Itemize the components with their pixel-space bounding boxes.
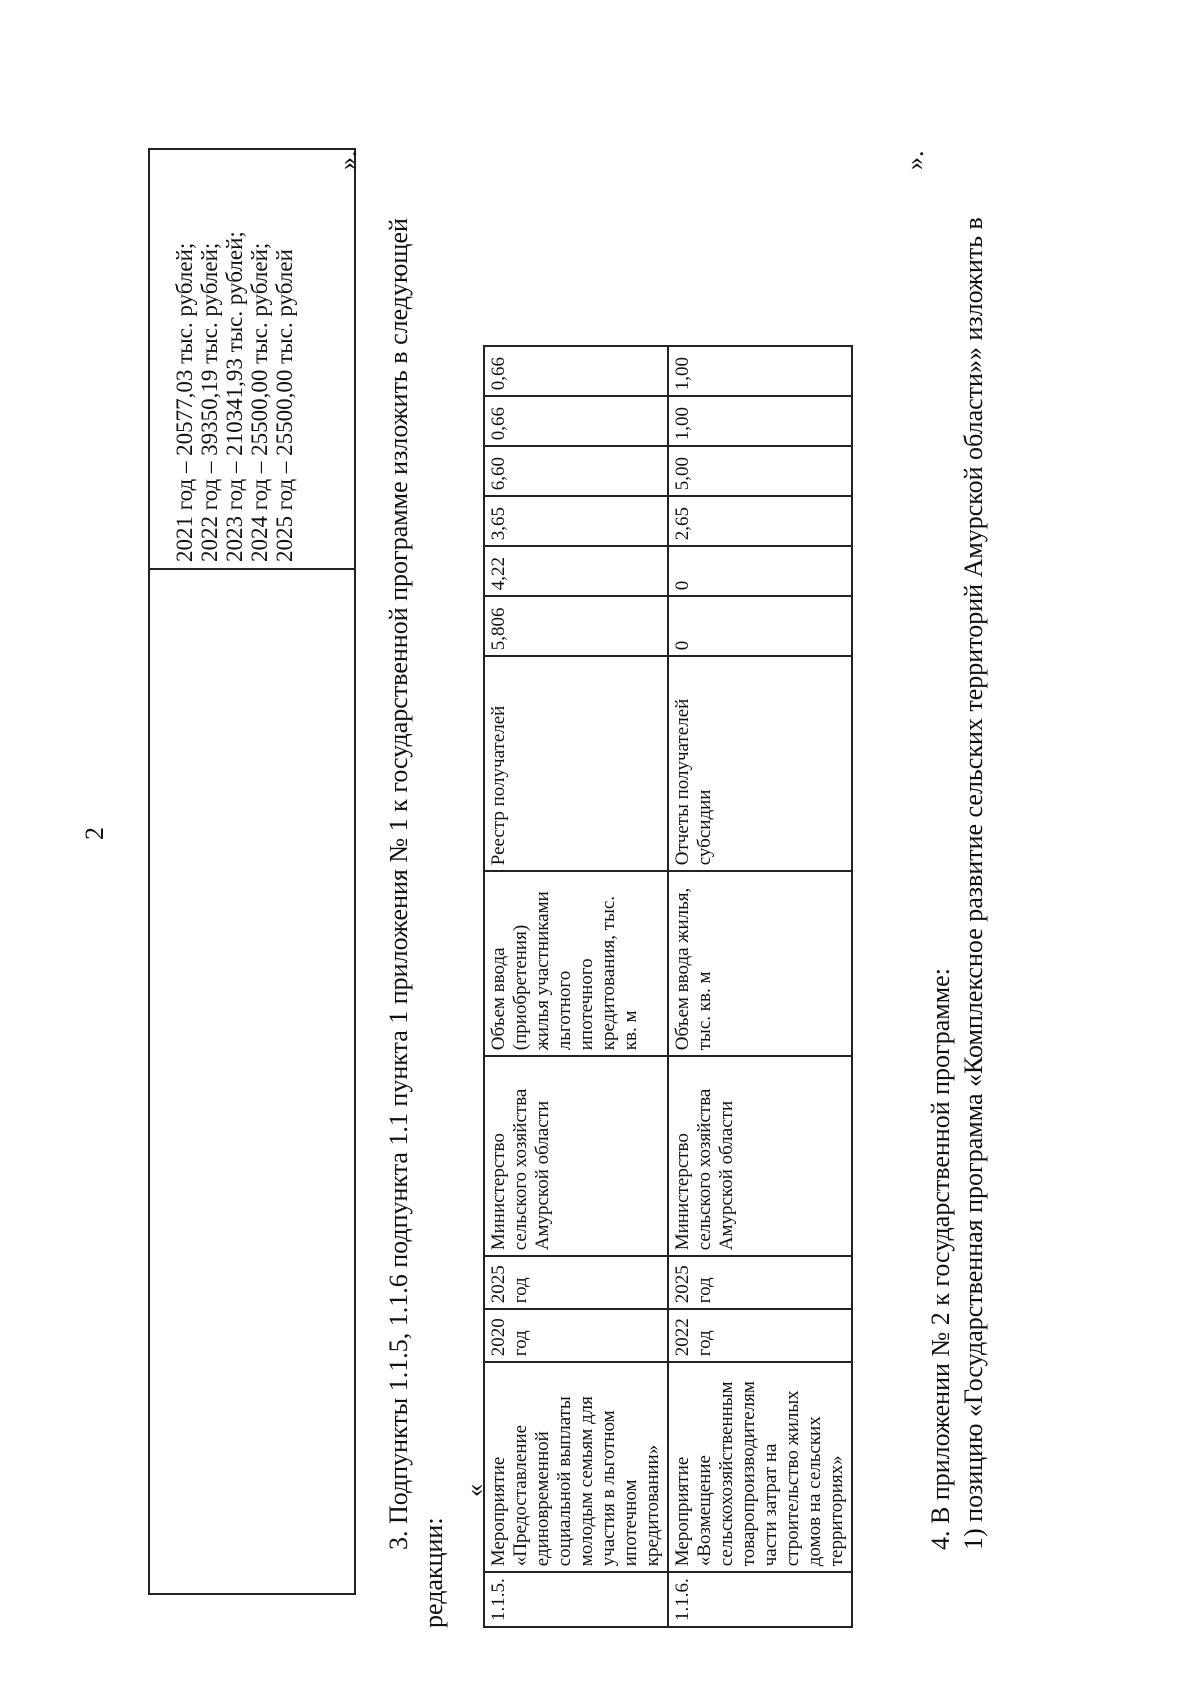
end-year: 2025 год xyxy=(668,1256,852,1309)
value-cell: 0 xyxy=(668,596,852,656)
value-cell: 0,66 xyxy=(484,346,668,396)
financing-line: 2021 год – 20577,03 тыс. рублей; xyxy=(172,242,197,562)
empty-cell xyxy=(149,569,355,1594)
table-row xyxy=(149,149,355,1594)
value-cell: 4,22 xyxy=(484,546,668,596)
table-row xyxy=(484,346,668,1627)
paragraph-4-line-1: 4. В приложении № 2 к государственной программе: xyxy=(926,968,955,1550)
financing-line: 2022 год – 39350,19 тыс. рублей; xyxy=(197,242,222,562)
value-cell: 6,60 xyxy=(484,446,668,496)
value-cell: 5,806 xyxy=(484,596,668,656)
table-row xyxy=(668,346,852,1627)
value-cell: 0 xyxy=(668,546,852,596)
measure-name: Мероприятие «Возмещение сельскохозяйственным товаропроизводителям части затрат на строительство жилых домов на сельских территориях» xyxy=(668,1362,852,1572)
end-year: 2025 год xyxy=(484,1256,668,1309)
start-year: 2020 год xyxy=(484,1309,668,1362)
financing-line: 2023 год – 210341,93 тыс. рублей; xyxy=(222,231,247,562)
financing-line: 2024 год – 25500,00 тыс. рублей; xyxy=(247,242,272,562)
executor: Министерство сельского хозяйства Амурской области xyxy=(668,1056,852,1256)
indicator: Объем ввода жилья, тыс. кв. м xyxy=(668,871,852,1056)
executor: Министерство сельского хозяйства Амурской области xyxy=(484,1056,668,1256)
value-cell: 0,66 xyxy=(484,396,668,446)
paragraph-3-line-2: редакции: xyxy=(419,1517,448,1628)
measure-name: Мероприятие «Предоставление единовременной социальной выплаты молодым семьям для участия в льготном ипотечном кредитовании» xyxy=(484,1362,668,1572)
paragraph-3-line-1: 3. Подпункты 1.1.5, 1.1.6 подпункта 1.1 пункта 1 приложения № 1 к государственной программе изложить в следующей xyxy=(384,218,413,1550)
paragraph-4-line-2: 1) позицию «Государственная программа «Комплексное развитие сельских территорий Амурской области»» изложить в xyxy=(959,217,988,1550)
page-number: 2 xyxy=(80,827,109,840)
financing-table-fragment xyxy=(148,148,356,1595)
indicator: Объем ввода (приобретения) жилья участниками льготного ипотечного кредитования, тыс. кв. м xyxy=(484,871,668,1056)
value-cell: 3,65 xyxy=(484,496,668,546)
closing-quote: ». xyxy=(900,150,929,170)
closing-quote: ». xyxy=(333,150,362,170)
opening-quote: « xyxy=(460,1484,489,1497)
row-number: 1.1.6. xyxy=(668,1572,852,1627)
data-source: Реестр получателей xyxy=(484,656,668,871)
value-cell: 1,00 xyxy=(668,396,852,446)
subprogram-measures-table xyxy=(483,345,853,1628)
start-year: 2022 год xyxy=(668,1309,852,1362)
financing-by-year-cell xyxy=(149,149,355,569)
value-cell: 2,65 xyxy=(668,496,852,546)
value-cell: 1,00 xyxy=(668,346,852,396)
financing-line: 2025 год – 25500,00 тыс. рублей xyxy=(272,249,297,562)
row-number: 1.1.5. xyxy=(484,1572,668,1627)
data-source: Отчеты получателей субсидии xyxy=(668,656,852,871)
value-cell: 5,00 xyxy=(668,446,852,496)
